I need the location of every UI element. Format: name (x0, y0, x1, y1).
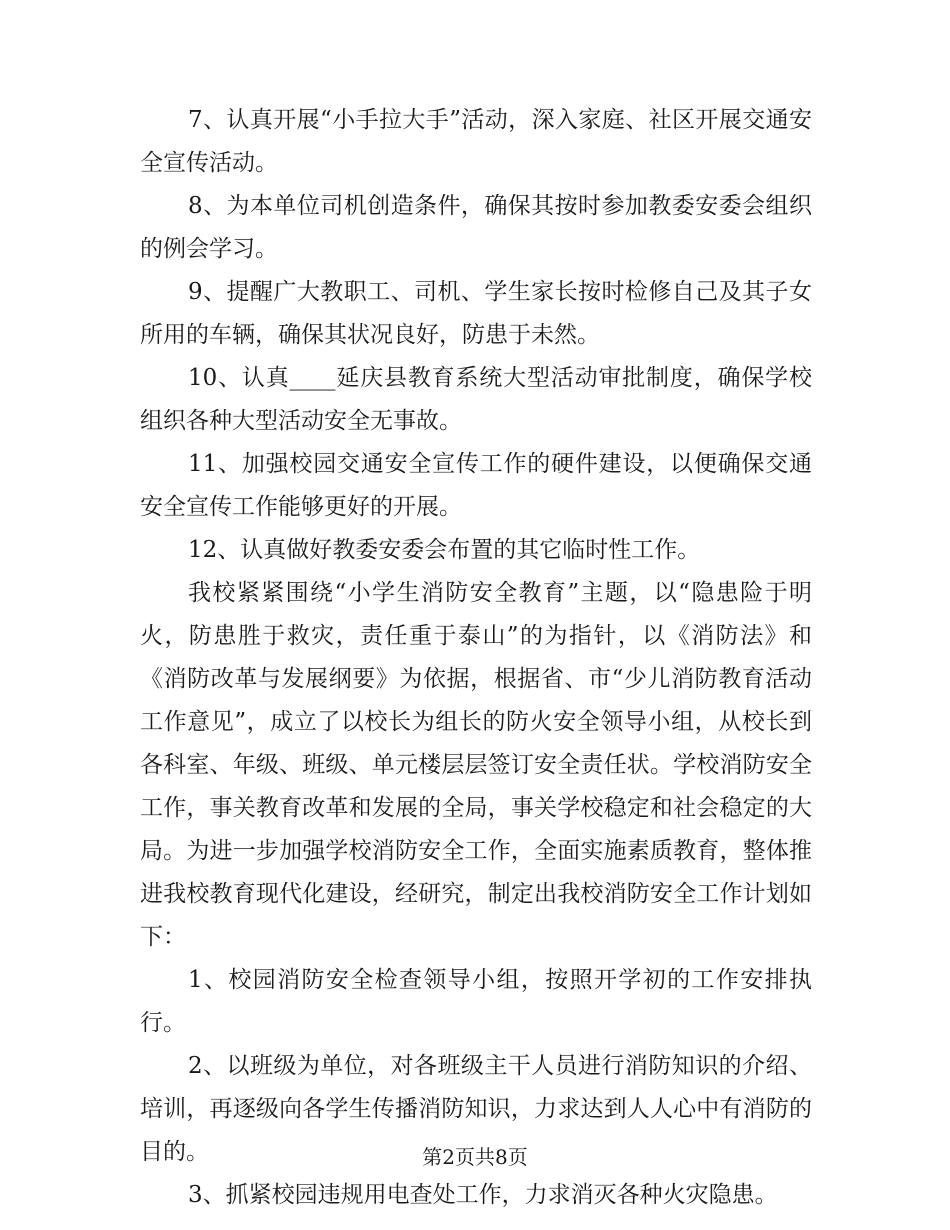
paragraph-fire-safety-intro: 我校紧紧围绕“小学生消防安全教育”主题，以“隐患险于明火，防患胜于救灾，责任重于泰山”的为指针，以《消防法》和《消防改革与发展纲要》为依据，根据省、市“少儿消防教育活动工作意见”，成立了以校长为组长的防火安全领导小组，从校长到各科室、年级、班级、单元楼层层签订安全责任状。学校消防安全工作，事关教育改革和发展的全局，事关学校稳定和社会稳定的大局。为进一步加强学校消防安全工作，全面实施素质教育，整体推进我校教育现代化建设，经研究，制定出我校消防安全工作计划如下： (140, 580, 812, 950)
paragraph-item-7: 7、认真开展“小手拉大手”活动，深入家庭、社区开展交通安全宣传活动。 (140, 107, 812, 176)
document-body (140, 99, 812, 1217)
paragraph-item-8: 8、为本单位司机创造条件，确保其按时参加教委安委会组织的例会学习。 (140, 193, 812, 262)
paragraph-item-9: 9、提醒广大教职工、司机、学生家长按时检修自己及其子女所用的车辆，确保其状况良好，防患于未然。 (140, 279, 812, 348)
paragraph-item-11: 11、加强校园交通安全宣传工作的硬件建设，以便确保交通安全宣传工作能够更好的开展。 (140, 451, 812, 520)
paragraph-item-12: 12、认真做好教委安委会布置的其它临时性工作。 (188, 537, 701, 563)
paragraph-plan-item-3: 3、抓紧校园违规用电查处工作，力求消灭各种火灾隐患。 (188, 1182, 778, 1208)
paragraph-item-10: 10、认真____延庆县教育系统大型活动审批制度，确保学校组织各种大型活动安全无事故。 (140, 365, 812, 434)
page-footer: 第2页共8页 (422, 1145, 528, 1169)
paragraph-plan-item-2: 2、以班级为单位，对各班级主干人员进行消防知识的介绍、培训，再逐级向各学生传播消防知识，力求达到人人心中有消防的目的。 (140, 1053, 812, 1165)
paragraph-plan-item-1: 1、校园消防安全检查领导小组，按照开学初的工作安排执行。 (140, 967, 812, 1036)
